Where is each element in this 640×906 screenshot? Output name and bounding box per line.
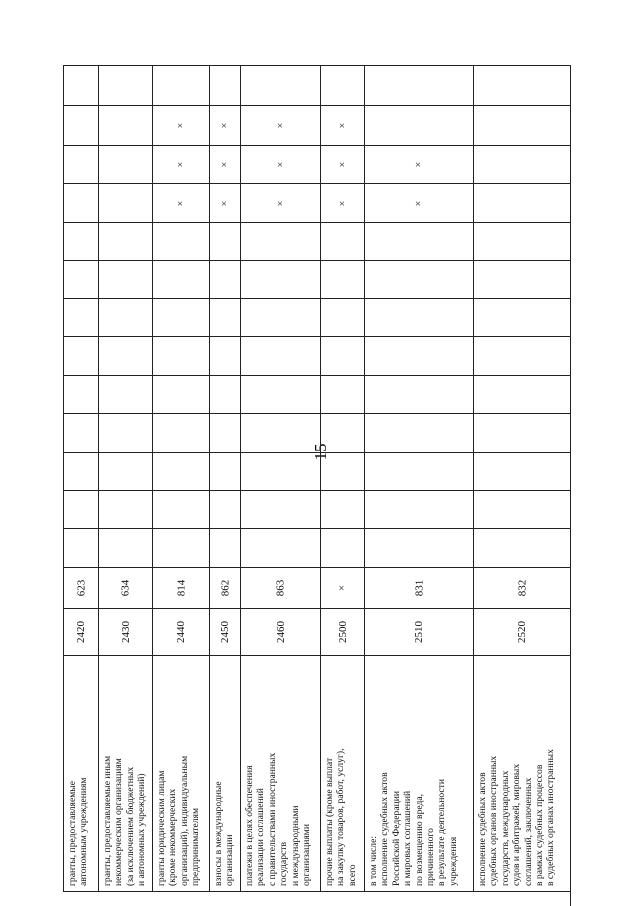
line-code-text: 2430 xyxy=(119,621,132,643)
not-applicable-mark-text: × xyxy=(274,122,286,129)
grid-line xyxy=(63,298,571,299)
not-applicable-mark xyxy=(365,184,473,222)
not-applicable-mark-text: × xyxy=(219,122,231,129)
kbk-code-text: 831 xyxy=(413,579,425,597)
kbk-code-text: 623 xyxy=(75,579,87,597)
not-applicable-mark xyxy=(321,184,364,222)
grid-line xyxy=(63,490,571,491)
not-applicable-mark xyxy=(210,106,240,145)
line-code xyxy=(99,609,152,655)
not-applicable-mark-text: × xyxy=(274,161,286,168)
grid-line xyxy=(570,65,571,906)
line-code xyxy=(210,609,240,655)
kbk-code-text: 814 xyxy=(175,579,187,597)
grid-line xyxy=(63,452,571,453)
grid-line xyxy=(63,891,571,892)
not-applicable-mark xyxy=(210,184,240,222)
line-code xyxy=(153,609,209,655)
line-code xyxy=(64,609,98,655)
row-description xyxy=(210,656,240,891)
line-code-text: 2520 xyxy=(516,621,528,643)
kbk-code xyxy=(64,568,98,608)
line-code xyxy=(365,609,473,655)
row-description-text: прочие выплаты (кроме выплат на закупку товаров, работ, услуг), всего xyxy=(324,748,358,886)
not-applicable-mark xyxy=(365,146,473,183)
kbk-code-text: 634 xyxy=(119,579,132,597)
line-code-text: 2460 xyxy=(274,621,287,643)
row-description xyxy=(365,656,473,891)
not-applicable-mark-text: × xyxy=(336,200,348,206)
row-description xyxy=(153,656,209,891)
not-applicable-mark xyxy=(241,106,320,145)
not-applicable-mark xyxy=(241,184,320,222)
not-applicable-mark xyxy=(321,106,364,145)
line-code-text: 2440 xyxy=(175,621,187,643)
grid-line xyxy=(63,65,571,66)
not-applicable-mark xyxy=(153,184,209,222)
not-applicable-mark-text: × xyxy=(274,200,286,206)
row-description-text: исполнение судебных актов судебных органов иностранных государств, международных судов и арбитражей, мировых соглашений, заключенных в рамках судебных процессов в судебных органах иностранных xyxy=(477,749,557,886)
grid-line xyxy=(63,413,571,414)
grid-line xyxy=(63,375,571,376)
not-applicable-mark xyxy=(153,106,209,145)
kbk-code xyxy=(153,568,209,608)
kbk-code xyxy=(210,568,240,608)
grid-line xyxy=(63,260,571,261)
grid-line xyxy=(63,528,571,529)
not-applicable-mark-text: × xyxy=(175,161,187,168)
row-description-text: гранты, предоставляемые иным некоммерческим организациям (за исключением бюджетных и автономных учреждений) xyxy=(102,755,148,886)
not-applicable-mark xyxy=(321,146,364,183)
kbk-code xyxy=(241,568,320,608)
kbk-code xyxy=(365,568,473,608)
kbk-code xyxy=(99,568,152,608)
row-description-text: взносы в международные организации xyxy=(213,781,236,886)
not-applicable-mark-text: × xyxy=(413,200,425,206)
not-applicable-mark-text: × xyxy=(413,161,425,168)
kbk-code-text: × xyxy=(336,584,349,592)
line-code xyxy=(474,609,570,655)
not-applicable-mark-text: × xyxy=(175,122,187,129)
not-applicable-mark-text: × xyxy=(219,200,231,206)
kbk-code-text: 863 xyxy=(274,579,287,597)
kbk-code xyxy=(321,568,364,608)
line-code-text: 2510 xyxy=(413,621,425,643)
not-applicable-mark-text: × xyxy=(336,161,348,168)
row-description xyxy=(64,656,98,891)
row-description-text: в том числе: исполнение судебных актов Российской Федерации и мировых соглашений по возмещению вреда, причиненного в результате деятельности учреждения xyxy=(368,772,459,886)
kbk-code xyxy=(474,568,570,608)
grid-line xyxy=(63,336,571,337)
not-applicable-mark-text: × xyxy=(336,122,348,129)
row-description-text: платежи в целях обеспечения реализации соглашений с правительствами иностранных государств и международными организациями xyxy=(244,752,313,886)
grid-line xyxy=(63,222,571,223)
line-code-text: 2450 xyxy=(219,621,231,643)
line-code-text: 2500 xyxy=(336,621,349,643)
row-description xyxy=(321,656,364,891)
not-applicable-mark xyxy=(153,146,209,183)
row-description-text: гранты юридическим лицам (кроме некоммерческих организаций), индивидуальным предпринимателям xyxy=(156,755,202,886)
kbk-code-text: 862 xyxy=(219,579,231,597)
row-description xyxy=(99,656,152,891)
not-applicable-mark xyxy=(241,146,320,183)
row-description-text: гранты, предоставляемые автономным учреждениям xyxy=(67,777,90,886)
row-description xyxy=(474,656,570,891)
line-code-text: 2420 xyxy=(75,621,87,643)
line-code xyxy=(241,609,320,655)
line-code xyxy=(321,609,364,655)
kbk-code-text: 832 xyxy=(516,579,528,597)
not-applicable-mark-text: × xyxy=(175,200,187,206)
row-description xyxy=(241,656,320,891)
not-applicable-mark xyxy=(210,146,240,183)
not-applicable-mark-text: × xyxy=(219,161,231,168)
